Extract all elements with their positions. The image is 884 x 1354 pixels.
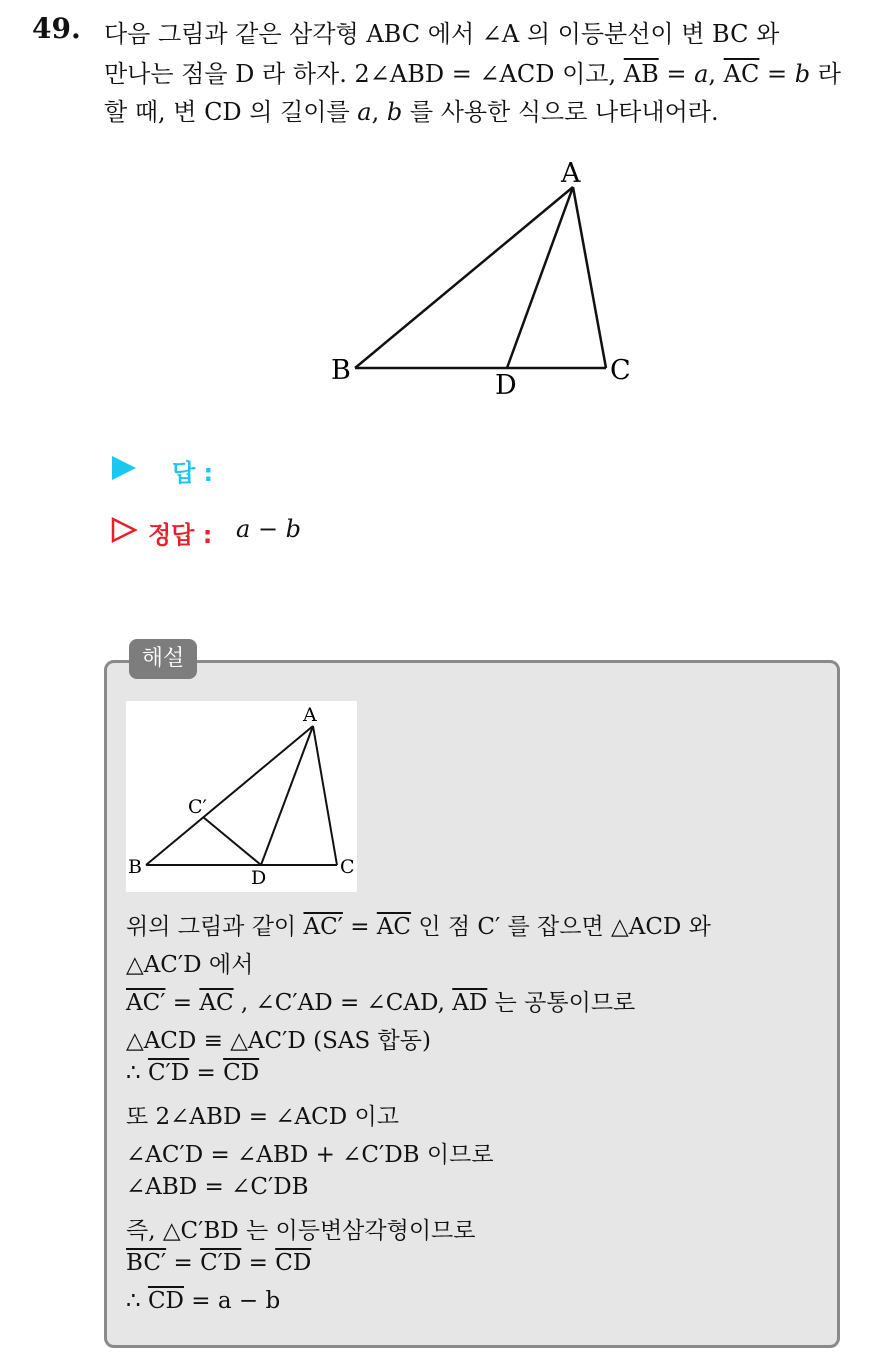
sol-label-b: B (128, 856, 142, 878)
text: 위의 그림과 같이 (126, 914, 304, 940)
problem-text: , (708, 60, 724, 88)
sol-label-c: C (340, 856, 355, 878)
solution-line (126, 908, 711, 941)
solution-line: △ACD ≡ △AC′D (SAS 합동) (126, 1028, 431, 1054)
problem-number: 49. (32, 12, 81, 45)
solution-figure (126, 701, 357, 892)
solution-tag: 해설 (129, 639, 197, 679)
answer-label: 답 : (172, 459, 214, 487)
solution-line: ∠ABD = ∠C′DB (126, 1174, 309, 1200)
text: = a − b (184, 1288, 281, 1314)
text: = (342, 914, 377, 940)
segment: C′D (200, 1250, 242, 1276)
triangle-figure (0, 0, 884, 420)
problem-text: 를 사용한 식으로 나타내어라. (402, 98, 719, 126)
segment: $\overline{CD}$ (223, 1060, 260, 1086)
solution-line (126, 1250, 311, 1276)
problem-text: 할 때, 변 CD 의 길이를 (104, 98, 358, 126)
segment: $\overline{AD}$ (452, 990, 488, 1016)
text: ∴ (126, 1060, 148, 1086)
solution-line: 또 2∠ABD = ∠ACD 이고 (126, 1104, 399, 1130)
text: , ∠C′AD = ∠CAD, (233, 990, 453, 1016)
segment-ac: $\overline{AC}$ (723, 60, 760, 88)
problem-text: = (658, 60, 695, 88)
sol-label-d: D (251, 867, 267, 889)
side-ac (573, 187, 606, 368)
segment: C′D (147, 1060, 190, 1086)
problem-text: , (371, 98, 387, 126)
play-outline-icon (110, 516, 138, 544)
problem-text: 만나는 점을 D 라 하자. 2∠ABD = ∠ACD 이고, (104, 60, 624, 88)
segment: $\overline{AC}$ (199, 990, 234, 1016)
text: ∴ (126, 1288, 148, 1314)
var-a: a (357, 98, 372, 126)
problem-text: = (759, 60, 795, 88)
text: 인 점 C′ 를 잡으면 △ACD 와 (411, 914, 711, 940)
solution-line (126, 1288, 280, 1314)
var-b: b (386, 98, 403, 126)
segment: $\overline{AC}$ (376, 914, 412, 940)
problem-text: 라 (810, 60, 841, 88)
var-a: a (694, 60, 709, 88)
label-c: C (610, 355, 631, 386)
solution-line (126, 1060, 259, 1086)
label-a: A (561, 158, 581, 189)
segment: $\overline{CD}$ (147, 1288, 184, 1314)
text: 는 공통이므로 (487, 990, 636, 1016)
segment-ab: $\overline{AB}$ (623, 60, 659, 88)
label-b: B (331, 355, 351, 386)
text: = (241, 1250, 276, 1276)
play-icon (110, 454, 138, 482)
correct-answer-label: 정답 : (148, 521, 213, 549)
solution-line: 즉, △C′BD 는 이등변삼각형이므로 (126, 1218, 476, 1244)
solution-line: ∠AC′D = ∠ABD + ∠C′DB 이므로 (126, 1142, 494, 1168)
correct-answer-value: a − b (236, 515, 302, 543)
solution-line: △AC′D 에서 (126, 952, 254, 978)
text: = (189, 1060, 224, 1086)
problem-text: 다음 그림과 같은 삼각형 ABC 에서 ∠A 의 이등분선이 변 BC 와 (104, 20, 780, 48)
segment: AC′ (303, 914, 343, 940)
text: = (166, 1250, 201, 1276)
text: = (165, 990, 200, 1016)
var-b: b (794, 60, 811, 88)
segment: $\overline{CD}$ (275, 1250, 312, 1276)
solution-line (126, 984, 635, 1017)
segment: AC′ (126, 990, 166, 1016)
sol-label-cprime: C′ (188, 796, 207, 818)
label-d: D (495, 370, 517, 401)
segment: BC′ (126, 1250, 167, 1276)
sol-label-a: A (303, 704, 317, 726)
